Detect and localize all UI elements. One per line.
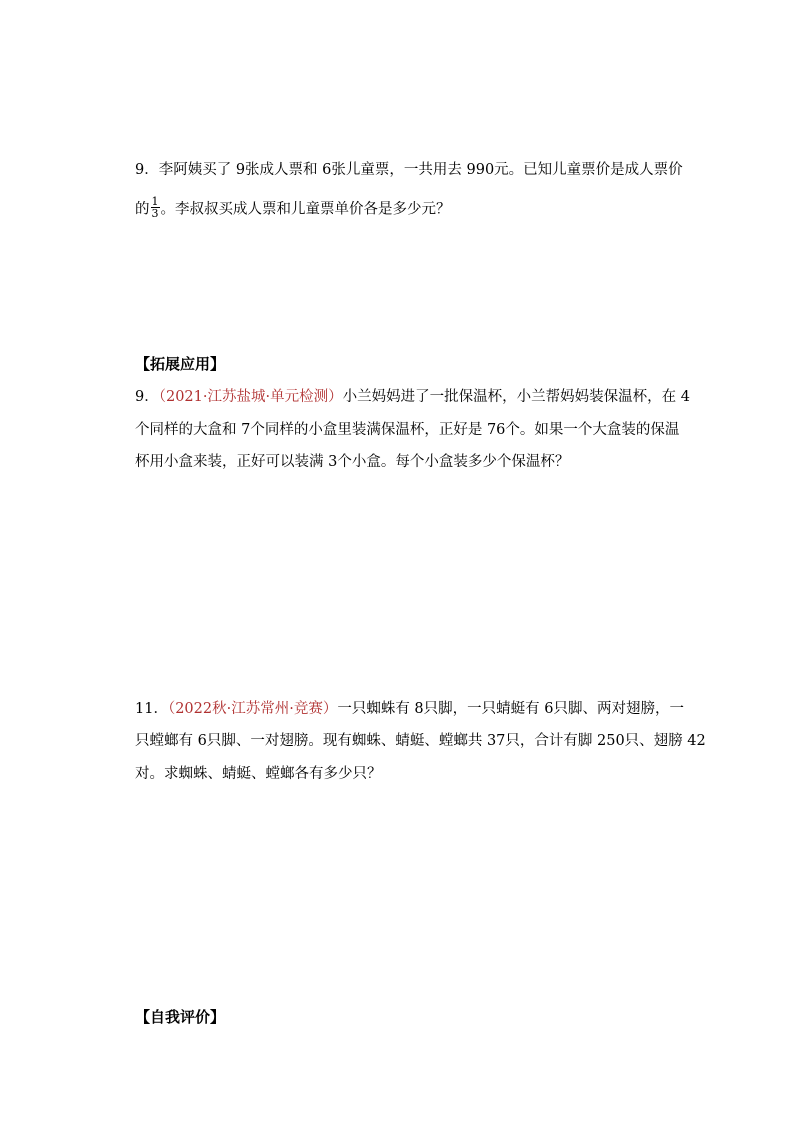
fraction-one-third (151, 196, 160, 219)
problem-11-line-2 (135, 731, 706, 751)
problem-9a-prefix: 的 (135, 201, 150, 218)
problem-9b-text-2: 个同样的大盒和 7个同样的小盒里装满保温杯，正好是 76个。如果一个大盒装的保温 (135, 422, 680, 438)
problem-11-line-3 (135, 764, 382, 784)
problem-11-source: （2022秋·江苏常州·竞赛） (167, 701, 338, 717)
problem-9b-line-2 (135, 420, 679, 440)
problem-9a-line-2 (135, 195, 451, 221)
problem-9a-suffix: 。李叔叔买成人票和儿童票单价各是多少元？ (160, 201, 451, 218)
fraction-numerator: 1 (151, 195, 159, 208)
problem-9a-text-1: 9．李阿姨买了 9张成人票和 6张儿童票，一共用去 990元。已知儿童票价是成人票价 (135, 162, 683, 178)
problem-9b-source: （2021·江苏盐城·单元检测） (158, 389, 343, 405)
section-heading-self (135, 1007, 225, 1027)
section-heading-expand (135, 354, 225, 374)
problem-9b-text-3: 杯用小盒来装，正好可以装满 3个小盒。每个小盒装多少个保温杯？ (135, 454, 570, 470)
problem-11-line-1 (135, 699, 684, 719)
problem-9b-text-1: 小兰妈妈进了一批保温杯，小兰帮妈妈装保温杯，在 4 (342, 389, 690, 405)
problem-9a-line-1 (135, 160, 683, 180)
problem-11-number: 11． (135, 701, 168, 717)
section-heading-self-text: 【自我评价】 (135, 1008, 226, 1026)
problem-11-text-2: 只螳螂有 6只脚、一对翅膀。现有蜘蛛、蜻蜓、螳螂共 37只，合计有脚 250只、翅膀 42 (135, 733, 706, 749)
problem-11-text-3: 对。求蜘蛛、蜻蜓、螳螂各有多少只？ (135, 766, 382, 782)
fraction-denominator: 3 (151, 207, 159, 220)
problem-11-text-1: 一只蜘蛛有 8只脚，一只蜻蜓有 6只脚、两对翅膀，一 (337, 701, 684, 717)
section-heading-expand-text: 【拓展应用】 (135, 355, 226, 373)
problem-9b-line-1 (135, 387, 690, 407)
problem-9b-line-3 (135, 452, 569, 472)
problem-9b-number: 9． (135, 389, 159, 405)
